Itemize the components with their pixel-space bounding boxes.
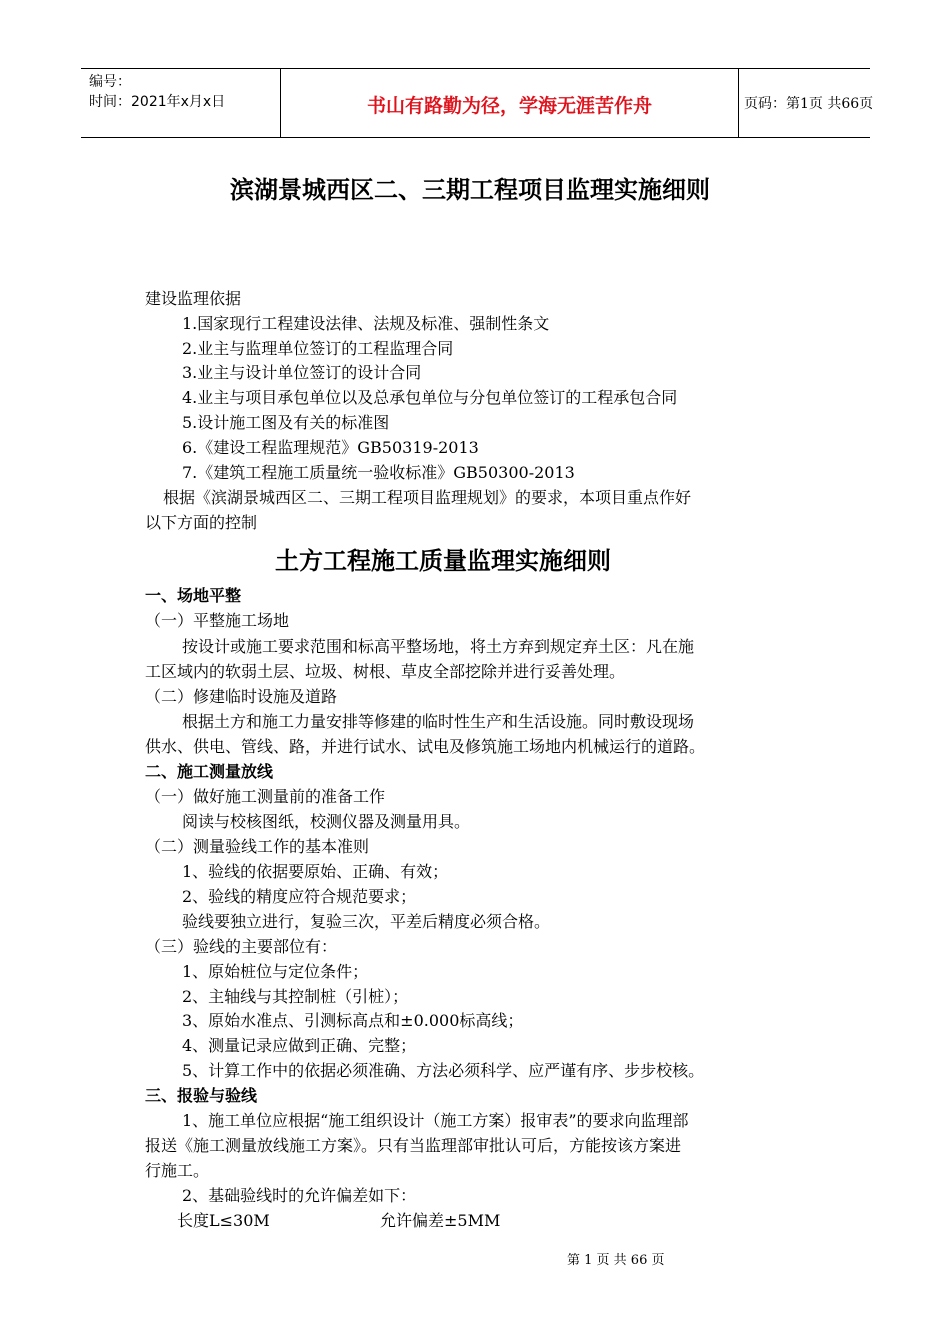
paragraph-line: 阅读与校核图纸，校测仪器及测量用具。 xyxy=(182,812,471,831)
subsection-heading: （三）验线的主要部位有： xyxy=(145,937,338,956)
subsection-heading: （一）平整施工场地 xyxy=(145,611,290,630)
paragraph-line: 2、基础验线时的允许偏差如下： xyxy=(182,1186,417,1205)
subsection-heading: （一）做好施工测量前的准备工作 xyxy=(145,787,386,806)
section-title: 土方工程施工质量监理实施细则 xyxy=(275,547,611,575)
page-footer: 第 1 页 共 66 页 xyxy=(567,1253,665,1268)
paragraph-line: 行施工。 xyxy=(145,1161,210,1180)
section-heading: 二、施工测量放线 xyxy=(145,762,274,781)
section-heading: 一、场地平整 xyxy=(145,586,242,605)
subsection-heading: （二）测量验线工作的基本准则 xyxy=(145,837,370,856)
list-item: 4、测量记录应做到正确、完整； xyxy=(182,1036,417,1055)
header-page-info: 页码：第1页 共66页 xyxy=(744,96,874,112)
header-meta-cell xyxy=(81,69,280,137)
basis-item: 3.业主与设计单位签订的设计合同 xyxy=(182,363,422,382)
section-heading: 三、报验与验线 xyxy=(145,1086,258,1105)
paragraph-line: 按设计或施工要求范围和标高平整场地，将土方弃到规定弃土区：凡在施 xyxy=(182,637,695,656)
header-page-cell xyxy=(738,69,874,137)
header-motto: 书山有路勤为径，学海无涯苦作舟 xyxy=(366,95,652,117)
basis-heading: 建设监理依据 xyxy=(145,289,242,308)
basis-item: 4.业主与项目承包单位以及总承包单位与分包单位签订的工程承包合同 xyxy=(182,388,678,407)
doc-title: 滨湖景城西区二、三期工程项目监理实施细则 xyxy=(230,176,710,204)
tolerance-value: 允许偏差±5MM xyxy=(380,1211,501,1230)
tolerance-length: 长度L≤30M xyxy=(177,1211,270,1230)
list-item: 2、主轴线与其控制桩（引桩）； xyxy=(182,987,409,1006)
header-table xyxy=(81,68,874,138)
list-item: 1、验线的依据要原始、正确、有效； xyxy=(182,862,449,881)
list-item: 验线要独立进行，复验三次，平差后精度必须合格。 xyxy=(182,912,551,931)
list-item: 1、原始桩位与定位条件； xyxy=(182,962,369,981)
basis-item: 6.《建设工程监理规范》GB50319-2013 xyxy=(182,438,479,457)
subsection-heading: （二）修建临时设施及道路 xyxy=(145,687,338,706)
paragraph-line: 根据土方和施工力量安排等修建的临时性生产和生活设施。同时敷设现场 xyxy=(182,712,695,731)
basis-item: 5.设计施工图及有关的标准图 xyxy=(182,413,390,432)
basis-item: 1.国家现行工程建设法律、法规及标准、强制性条文 xyxy=(182,314,550,333)
paragraph-line: 1、施工单位应根据“施工组织设计（施工方案）报审表”的要求向监理部 xyxy=(182,1111,689,1130)
doc-time-label: 时间：2021年x月x日 xyxy=(89,94,226,110)
paragraph-line: 供水、供电、管线、路，并进行试水、试电及修筑施工场地内机械运行的道路。 xyxy=(145,737,706,756)
list-item: 2、验线的精度应符合规范要求； xyxy=(182,887,417,906)
intro-paragraph-line: 根据《滨湖景城西区二、三期工程项目监理规划》的要求，本项目重点作好 xyxy=(163,488,692,507)
paragraph-line: 报送《施工测量放线施工方案》。只有当监理部审批认可后，方能按该方案进 xyxy=(145,1136,682,1155)
doc-number-label: 编号： xyxy=(89,74,131,90)
basis-item: 2.业主与监理单位签订的工程监理合同 xyxy=(182,339,454,358)
basis-item: 7.《建筑工程施工质量统一验收标准》GB50300-2013 xyxy=(182,463,575,482)
header-motto-cell xyxy=(280,69,739,137)
intro-paragraph-line: 以下方面的控制 xyxy=(145,513,258,532)
paragraph-line: 工区域内的软弱土层、垃圾、树根、草皮全部挖除并进行妥善处理。 xyxy=(145,662,626,681)
list-item: 3、原始水准点、引测标高点和±0.000标高线； xyxy=(182,1011,524,1030)
list-item: 5、计算工作中的依据必须准确、方法必须科学、应严谨有序、步步校核。 xyxy=(182,1061,705,1080)
